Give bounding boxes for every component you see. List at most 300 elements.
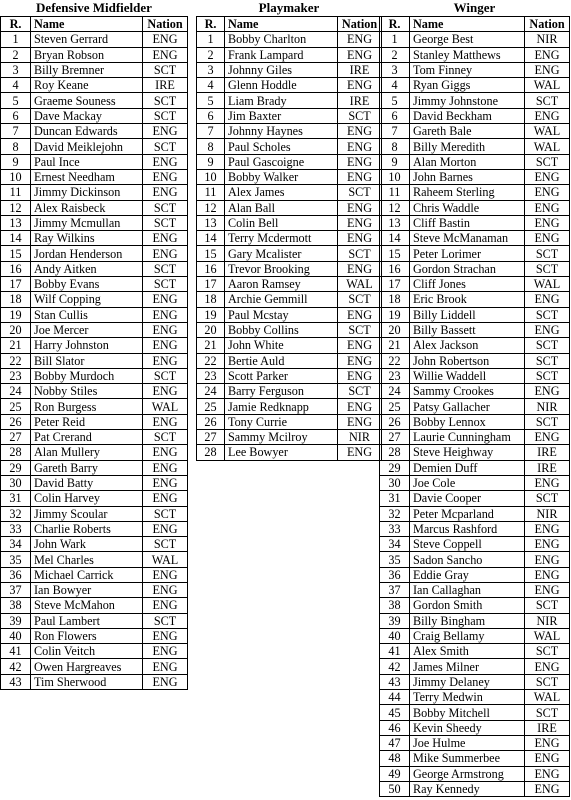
player-name-cell: Billy Liddell (410, 307, 525, 322)
rank-cell: 16 (380, 261, 410, 276)
table-row (197, 108, 382, 123)
player-name-cell: Bryan Robson (31, 47, 143, 62)
nation-cell: WAL (143, 552, 188, 567)
rank-cell: 38 (1, 598, 31, 613)
nation-cell: ENG (338, 353, 382, 368)
table-row (1, 491, 188, 506)
table-row (1, 384, 188, 399)
player-name-cell: Gordon Strachan (410, 261, 525, 276)
nation-cell: ENG (338, 414, 382, 429)
table-row (1, 445, 188, 460)
player-name-cell: Scott Parker (225, 368, 338, 383)
table-row (197, 353, 382, 368)
rank-cell: 22 (380, 353, 410, 368)
rank-cell: 13 (197, 215, 225, 230)
table-row (380, 720, 570, 735)
nation-cell: SCT (525, 154, 570, 169)
table-row (380, 766, 570, 781)
nation-header: Nation (143, 17, 188, 32)
winger-block (379, 0, 570, 797)
rank-cell: 7 (380, 124, 410, 139)
nation-cell: WAL (525, 124, 570, 139)
table-row (380, 322, 570, 337)
nation-cell: ENG (338, 200, 382, 215)
rank-cell: 17 (1, 277, 31, 292)
nation-cell: SCT (143, 277, 188, 292)
player-name-cell: John White (225, 338, 338, 353)
player-name-cell: Gareth Barry (31, 460, 143, 475)
player-name-cell: Willie Waddell (410, 368, 525, 383)
player-name-cell: Jimmy Delaney (410, 674, 525, 689)
rank-cell: 36 (1, 567, 31, 582)
player-name-cell: Duncan Edwards (31, 124, 143, 139)
rank-cell: 23 (197, 368, 225, 383)
player-name-cell: Michael Carrick (31, 567, 143, 582)
nation-cell: ENG (143, 231, 188, 246)
table-row (380, 690, 570, 705)
table-row (1, 582, 188, 597)
table-row (1, 62, 188, 77)
nation-cell: SCT (525, 261, 570, 276)
nation-cell: ENG (525, 215, 570, 230)
rank-header: R. (197, 17, 225, 32)
nation-cell: ENG (525, 521, 570, 536)
table-row (380, 338, 570, 353)
table-row (197, 200, 382, 215)
rank-cell: 20 (380, 322, 410, 337)
nation-cell: NIR (525, 613, 570, 628)
nation-cell: IRE (338, 62, 382, 77)
nation-cell: ENG (525, 47, 570, 62)
player-name-cell: Steve McManaman (410, 231, 525, 246)
player-name-cell: Davie Cooper (410, 491, 525, 506)
player-name-cell: Joe Hulme (410, 735, 525, 750)
player-name-cell: Billy Bassett (410, 322, 525, 337)
defensive-midfielder-title: Defensive Midfielder (36, 0, 152, 15)
player-name-cell: Cliff Jones (410, 277, 525, 292)
nation-cell: ENG (143, 659, 188, 674)
player-name-cell: Aaron Ramsey (225, 277, 338, 292)
player-name-cell: Marcus Rashford (410, 521, 525, 536)
rank-cell: 39 (380, 613, 410, 628)
player-name-cell: Demien Duff (410, 460, 525, 475)
table-row (380, 705, 570, 720)
player-name-cell: Frank Lampard (225, 47, 338, 62)
rank-cell: 26 (197, 414, 225, 429)
table-row (1, 307, 188, 322)
rank-cell: 22 (197, 353, 225, 368)
rank-cell: 14 (1, 231, 31, 246)
player-name-cell: George Best (410, 32, 525, 47)
name-header: Name (31, 17, 143, 32)
player-name-cell: Jordan Henderson (31, 246, 143, 261)
rank-cell: 31 (1, 491, 31, 506)
player-name-cell: Charlie Roberts (31, 521, 143, 536)
nation-cell: ENG (525, 735, 570, 750)
table-row (380, 644, 570, 659)
player-name-cell: Alex Jackson (410, 338, 525, 353)
table-row (380, 368, 570, 383)
rank-cell: 41 (1, 644, 31, 659)
player-name-cell: Paul Scholes (225, 139, 338, 154)
nation-cell: ENG (525, 108, 570, 123)
player-name-cell: John Robertson (410, 353, 525, 368)
nation-cell: ENG (143, 47, 188, 62)
nation-cell: ENG (525, 537, 570, 552)
player-name-cell: Jimmy Johnstone (410, 93, 525, 108)
rank-cell: 35 (380, 552, 410, 567)
player-name-cell: Jamie Redknapp (225, 399, 338, 414)
player-name-cell: David Meiklejohn (31, 139, 143, 154)
rank-cell: 21 (1, 338, 31, 353)
nation-cell: ENG (525, 185, 570, 200)
table-row (1, 552, 188, 567)
table-row (197, 277, 382, 292)
nation-cell: ENG (525, 292, 570, 307)
rank-cell: 48 (380, 751, 410, 766)
table-row (197, 338, 382, 353)
table-row (197, 292, 382, 307)
nation-header: Nation (338, 17, 382, 32)
nation-cell: SCT (143, 93, 188, 108)
rank-cell: 43 (1, 674, 31, 689)
table-row (1, 567, 188, 582)
table-row (197, 62, 382, 77)
rank-cell: 12 (197, 200, 225, 215)
player-name-cell: Wilf Copping (31, 292, 143, 307)
rank-cell: 18 (1, 292, 31, 307)
nation-cell: ENG (525, 552, 570, 567)
player-name-cell: David Batty (31, 475, 143, 490)
rank-cell: 12 (380, 200, 410, 215)
rank-cell: 8 (197, 139, 225, 154)
table-header-row (1, 17, 188, 32)
player-name-cell: Bobby Mitchell (410, 705, 525, 720)
player-name-cell: Bobby Walker (225, 169, 338, 184)
rank-cell: 16 (1, 261, 31, 276)
table-row (197, 231, 382, 246)
nation-cell: SCT (525, 414, 570, 429)
nation-cell: ENG (143, 644, 188, 659)
rank-cell: 9 (380, 154, 410, 169)
rank-cell: 50 (380, 781, 410, 796)
nation-cell: SCT (338, 185, 382, 200)
nation-header: Nation (525, 17, 570, 32)
table-row (1, 613, 188, 628)
table-row (197, 307, 382, 322)
nation-cell: NIR (338, 430, 382, 445)
nation-cell: NIR (525, 506, 570, 521)
rank-cell: 6 (197, 108, 225, 123)
player-name-cell: Jimmy Mcmullan (31, 215, 143, 230)
nation-cell: SCT (143, 215, 188, 230)
table-row (1, 644, 188, 659)
player-name-cell: Alex Raisbeck (31, 200, 143, 215)
table-row (197, 154, 382, 169)
nation-cell: ENG (143, 124, 188, 139)
nation-cell: ENG (338, 445, 382, 460)
nation-cell: ENG (143, 582, 188, 597)
table-row (380, 781, 570, 796)
nation-cell: WAL (525, 690, 570, 705)
table-row (197, 93, 382, 108)
table-row (380, 751, 570, 766)
table-row (1, 139, 188, 154)
rank-cell: 10 (1, 169, 31, 184)
nation-cell: ENG (143, 292, 188, 307)
nation-cell: ENG (143, 384, 188, 399)
player-name-cell: Archie Gemmill (225, 292, 338, 307)
rank-cell: 4 (1, 78, 31, 93)
nation-cell: SCT (338, 292, 382, 307)
nation-cell: SCT (525, 674, 570, 689)
rank-cell: 13 (1, 215, 31, 230)
table-row (380, 460, 570, 475)
player-name-cell: Tom Finney (410, 62, 525, 77)
player-name-cell: Ron Burgess (31, 399, 143, 414)
table-row (1, 47, 188, 62)
rank-cell: 2 (197, 47, 225, 62)
player-name-cell: Roy Keane (31, 78, 143, 93)
table-row (380, 185, 570, 200)
player-name-cell: Patsy Gallacher (410, 399, 525, 414)
player-name-cell: Tim Sherwood (31, 674, 143, 689)
player-name-cell: Gary Mcalister (225, 246, 338, 261)
playmaker-table (196, 16, 382, 461)
rank-cell: 1 (1, 32, 31, 47)
table-row (1, 169, 188, 184)
rank-cell: 19 (380, 307, 410, 322)
table-row (197, 261, 382, 276)
table-row (1, 261, 188, 276)
table-row (380, 659, 570, 674)
nation-cell: ENG (338, 47, 382, 62)
table-row (1, 598, 188, 613)
nation-cell: WAL (525, 277, 570, 292)
nation-cell: ENG (143, 338, 188, 353)
table-row (197, 78, 382, 93)
player-name-cell: Peter Mcparland (410, 506, 525, 521)
rank-cell: 40 (380, 628, 410, 643)
player-name-cell: Mel Charles (31, 552, 143, 567)
table-row (380, 108, 570, 123)
nation-cell: SCT (525, 246, 570, 261)
nation-cell: ENG (338, 139, 382, 154)
nation-cell: ENG (338, 124, 382, 139)
rank-cell: 25 (197, 399, 225, 414)
rank-cell: 18 (197, 292, 225, 307)
table-row (197, 414, 382, 429)
rank-cell: 9 (197, 154, 225, 169)
rank-cell: 33 (380, 521, 410, 536)
player-name-cell: Ian Callaghan (410, 582, 525, 597)
table-row (380, 47, 570, 62)
table-row (1, 430, 188, 445)
rank-cell: 5 (197, 93, 225, 108)
rank-cell: 42 (380, 659, 410, 674)
table-row (1, 93, 188, 108)
nation-cell: SCT (338, 322, 382, 337)
table-row (380, 735, 570, 750)
player-name-cell: Harry Johnston (31, 338, 143, 353)
table-row (1, 414, 188, 429)
nation-cell: ENG (525, 322, 570, 337)
table-row (1, 215, 188, 230)
nation-cell: WAL (525, 139, 570, 154)
table-row (197, 430, 382, 445)
nation-cell: ENG (143, 460, 188, 475)
table-row (1, 185, 188, 200)
rank-cell: 3 (197, 62, 225, 77)
player-name-cell: Alex Smith (410, 644, 525, 659)
rank-cell: 27 (1, 430, 31, 445)
nation-cell: SCT (143, 200, 188, 215)
table-row (380, 475, 570, 490)
table-row (380, 506, 570, 521)
table-row (1, 368, 188, 383)
rank-cell: 15 (380, 246, 410, 261)
rank-cell: 15 (1, 246, 31, 261)
rank-cell: 47 (380, 735, 410, 750)
nation-cell: SCT (143, 368, 188, 383)
rank-cell: 44 (380, 690, 410, 705)
nation-cell: SCT (525, 307, 570, 322)
nation-cell: SCT (525, 491, 570, 506)
table-row (380, 430, 570, 445)
rank-cell: 40 (1, 628, 31, 643)
nation-cell: ENG (143, 445, 188, 460)
nation-cell: ENG (525, 430, 570, 445)
nation-cell: NIR (525, 32, 570, 47)
nation-cell: ENG (143, 414, 188, 429)
table-row (380, 613, 570, 628)
table-row (380, 169, 570, 184)
player-name-cell: Stanley Matthews (410, 47, 525, 62)
player-name-cell: Colin Harvey (31, 491, 143, 506)
table-row (1, 460, 188, 475)
table-row (1, 124, 188, 139)
table-row (380, 399, 570, 414)
nation-cell: ENG (143, 353, 188, 368)
nation-cell: SCT (143, 62, 188, 77)
rank-cell: 4 (197, 78, 225, 93)
player-name-cell: Steve Coppell (410, 537, 525, 552)
nation-cell: ENG (525, 169, 570, 184)
rank-cell: 23 (1, 368, 31, 383)
player-name-cell: Sadon Sancho (410, 552, 525, 567)
table-header-row (380, 17, 570, 32)
nation-cell: SCT (143, 108, 188, 123)
table-row (197, 384, 382, 399)
rank-cell: 4 (380, 78, 410, 93)
player-name-cell: John Barnes (410, 169, 525, 184)
player-name-cell: Peter Lorimer (410, 246, 525, 261)
player-name-cell: Gordon Smith (410, 598, 525, 613)
rank-cell: 9 (1, 154, 31, 169)
name-header: Name (225, 17, 338, 32)
nation-cell: ENG (525, 384, 570, 399)
player-name-cell: Gareth Bale (410, 124, 525, 139)
rank-cell: 29 (380, 460, 410, 475)
nation-cell: ENG (143, 169, 188, 184)
nation-cell: ENG (143, 567, 188, 582)
rank-cell: 19 (1, 307, 31, 322)
rank-cell: 38 (380, 598, 410, 613)
nation-cell: SCT (525, 598, 570, 613)
table-row (1, 292, 188, 307)
player-name-cell: Mike Summerbee (410, 751, 525, 766)
player-name-cell: Billy Bremner (31, 62, 143, 77)
nation-cell: SCT (143, 261, 188, 276)
nation-cell: ENG (143, 185, 188, 200)
table-row (1, 231, 188, 246)
player-name-cell: Ron Flowers (31, 628, 143, 643)
player-name-cell: Peter Reid (31, 414, 143, 429)
nation-cell: ENG (525, 200, 570, 215)
player-name-cell: Sammy Crookes (410, 384, 525, 399)
nation-cell: ENG (143, 32, 188, 47)
table-row (197, 368, 382, 383)
player-name-cell: Alan Mullery (31, 445, 143, 460)
rank-cell: 1 (197, 32, 225, 47)
nation-cell: ENG (525, 659, 570, 674)
table-row (380, 124, 570, 139)
table-row (380, 567, 570, 582)
player-name-cell: Graeme Souness (31, 93, 143, 108)
nation-cell: ENG (143, 475, 188, 490)
player-name-cell: Stan Cullis (31, 307, 143, 322)
rank-cell: 30 (380, 475, 410, 490)
player-name-cell: George Armstrong (410, 766, 525, 781)
table-row (197, 399, 382, 414)
player-name-cell: Ray Wilkins (31, 231, 143, 246)
rank-cell: 11 (1, 185, 31, 200)
rank-cell: 11 (380, 185, 410, 200)
rank-cell: 49 (380, 766, 410, 781)
nation-cell: SCT (525, 93, 570, 108)
rank-cell: 21 (380, 338, 410, 353)
rank-cell: 29 (1, 460, 31, 475)
rank-cell: 33 (1, 521, 31, 536)
table-row (380, 200, 570, 215)
player-name-cell: Terry Medwin (410, 690, 525, 705)
rank-cell: 27 (380, 430, 410, 445)
table-row (1, 399, 188, 414)
table-row (380, 62, 570, 77)
player-name-cell: Lee Bowyer (225, 445, 338, 460)
rank-cell: 11 (197, 185, 225, 200)
rank-cell: 12 (1, 200, 31, 215)
table-row (380, 307, 570, 322)
rank-cell: 19 (197, 307, 225, 322)
nation-cell: ENG (143, 246, 188, 261)
table-row (1, 674, 188, 689)
table-row (380, 231, 570, 246)
table-row (1, 353, 188, 368)
table-row (1, 154, 188, 169)
defensive-midfielder-block (0, 0, 188, 690)
nation-cell: NIR (525, 399, 570, 414)
winger-title: Winger (453, 0, 496, 15)
rank-cell: 8 (1, 139, 31, 154)
nation-cell: SCT (143, 537, 188, 552)
player-name-cell: Andy Aitken (31, 261, 143, 276)
table-row (380, 491, 570, 506)
nation-cell: SCT (143, 430, 188, 445)
rank-cell: 8 (380, 139, 410, 154)
player-name-cell: Owen Hargreaves (31, 659, 143, 674)
rank-cell: 30 (1, 475, 31, 490)
